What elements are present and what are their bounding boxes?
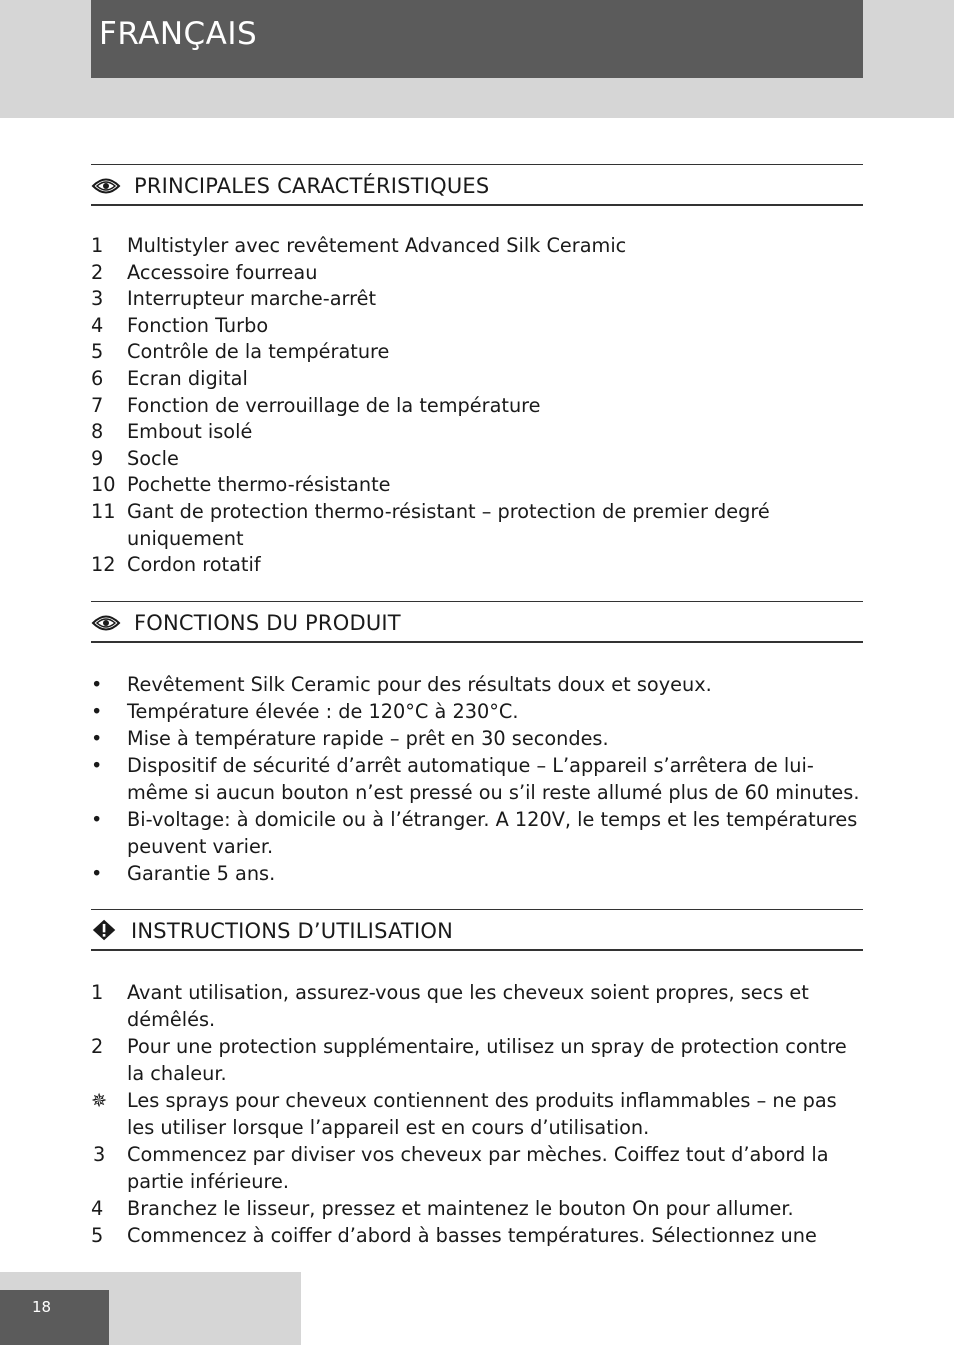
list-item: 3 Commencez par diviser vos cheveux par mèches. Coiffez tout d’abord la partie inférieure. xyxy=(93,1143,829,1193)
list-item: ✵ Les sprays pour cheveux contiennent des produits inflammables – ne pas les utiliser lorsque l’appareil est en cours d’utilisation. xyxy=(91,1089,837,1139)
eye-icon xyxy=(91,611,121,635)
language-bar xyxy=(91,0,863,78)
section-title: PRINCIPALES CARACTÉRISTIQUES xyxy=(134,174,490,198)
list-item: 4 Fonction Turbo xyxy=(91,313,269,337)
section-header-functions xyxy=(91,601,863,643)
list-item: 5 Commencez à coiffer d’abord à basses températures. Sélectionnez une xyxy=(91,1224,817,1247)
list-item: 1 Multistyler avec revêtement Advanced Silk Ceramic xyxy=(91,234,627,257)
instructions-list xyxy=(91,979,863,1249)
list-item: • Dispositif de sécurité d’arrêt automatique – L’appareil s’arrêtera de lui-même si aucun bouton n’est pressé ou s’il reste allumé plus de 60 minutes. xyxy=(91,754,860,804)
list-item: 10 Pochette thermo-résistante xyxy=(91,473,391,497)
list-item: • Mise à température rapide – prêt en 30 secondes. xyxy=(91,727,609,750)
list-item: 4 Branchez le lisseur, pressez et maintenez le bouton On pour allumer. xyxy=(91,1197,794,1220)
list-item: 5 Contrôle de la température xyxy=(91,340,390,364)
list-item: 6 Ecran digital xyxy=(91,366,248,390)
list-item: • Température élevée : de 120°C à 230°C. xyxy=(91,700,519,723)
section-header-instructions xyxy=(91,909,863,951)
list-item: 9 Socle xyxy=(91,446,179,470)
sparkle-icon: ✵ xyxy=(91,1089,108,1112)
list-item: 12 Cordon rotatif xyxy=(91,553,261,577)
features-list xyxy=(91,233,863,579)
section-title: FONCTIONS DU PRODUIT xyxy=(134,611,401,635)
section-header-features xyxy=(91,164,863,206)
list-item: • Revêtement Silk Ceramic pour des résultats doux et soyeux. xyxy=(91,673,712,696)
list-item: 3 Interrupteur marche-arrêt xyxy=(91,287,377,311)
list-item: • Bi-voltage: à domicile ou à l’étranger. A 120V, le temps et les températures peuvent varier. xyxy=(91,808,858,858)
list-item: 8 Embout isolé xyxy=(91,420,253,444)
page-number-box xyxy=(0,1290,109,1345)
page-title: FRANÇAIS xyxy=(99,16,258,52)
functions-list xyxy=(91,671,863,887)
list-item: 1 Avant utilisation, assurez-vous que les cheveux soient propres, secs et démêlés. xyxy=(91,981,809,1031)
list-item: 7 Fonction de verrouillage de la température xyxy=(91,393,541,417)
list-item: 11 Gant de protection thermo-résistant – protection de premier degré uniquement xyxy=(91,499,770,550)
list-item: 2 Pour une protection supplémentaire, utilisez un spray de protection contre la chaleur. xyxy=(91,1035,847,1085)
list-item: • Garantie 5 ans. xyxy=(91,862,276,885)
eye-icon xyxy=(91,174,121,198)
page-number: 18 xyxy=(32,1298,52,1316)
list-item: 2 Accessoire fourreau xyxy=(91,260,318,284)
warning-diamond-icon xyxy=(91,918,119,942)
section-title: INSTRUCTIONS D’UTILISATION xyxy=(131,919,453,943)
